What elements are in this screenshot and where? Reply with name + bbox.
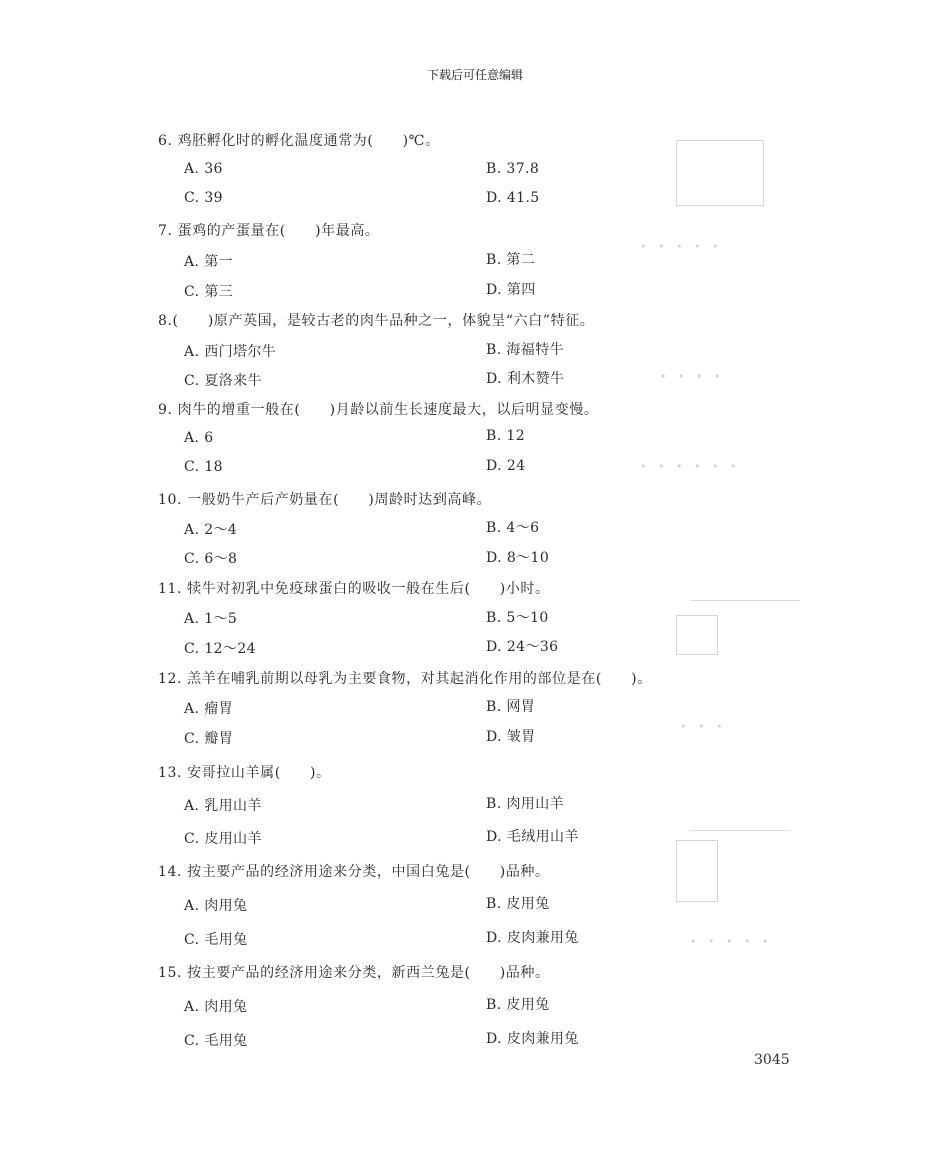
option-c: C. 皮用山羊 bbox=[184, 831, 262, 847]
bleed-through-marks: • • • • • • bbox=[640, 460, 741, 473]
option-c: C. 18 bbox=[184, 459, 223, 475]
option-d: D. 皮肉兼用兔 bbox=[486, 1031, 579, 1047]
bleed-through-marks: • • • • • bbox=[690, 935, 773, 948]
option-b: B. 5～10 bbox=[486, 610, 549, 626]
option-c: C. 12～24 bbox=[184, 641, 256, 657]
option-b: B. 皮用兔 bbox=[486, 997, 550, 1013]
page-header: 下载后可任意编辑 bbox=[426, 68, 523, 82]
option-a: A. 2～4 bbox=[184, 522, 238, 538]
option-a: A. 第一 bbox=[184, 254, 234, 270]
question-stem: 9. 肉牛的增重一般在( )月龄以前生长速度最大，以后明显变慢。 bbox=[158, 402, 599, 418]
option-b: B. 4～6 bbox=[486, 520, 540, 536]
option-a: A. 乳用山羊 bbox=[184, 798, 262, 814]
question-stem: 10. 一般奶牛产后产奶量在( )周龄时达到高峰。 bbox=[158, 492, 492, 508]
option-b: B. 37.8 bbox=[486, 161, 540, 177]
question-stem: 12. 羔羊在哺乳前期以母乳为主要食物，对其起消化作用的部位是在( )。 bbox=[158, 671, 652, 687]
option-a: A. 西门塔尔牛 bbox=[184, 344, 277, 360]
option-b: B. 海福特牛 bbox=[486, 342, 564, 358]
bleed-through-box bbox=[676, 615, 718, 655]
bleed-through-line bbox=[690, 830, 790, 831]
option-c: C. 6～8 bbox=[184, 551, 238, 567]
option-d: D. 皮肉兼用兔 bbox=[486, 930, 579, 946]
option-d: D. 第四 bbox=[486, 282, 536, 298]
option-a: A. 肉用兔 bbox=[184, 999, 248, 1015]
question-stem: 11. 犊牛对初乳中免疫球蛋白的吸收一般在生后( )小时。 bbox=[158, 581, 550, 597]
option-b: B. 12 bbox=[486, 428, 526, 444]
option-b: B. 皮用兔 bbox=[486, 896, 550, 912]
option-c: C. 39 bbox=[184, 190, 223, 206]
option-b: B. 网胃 bbox=[486, 699, 536, 715]
option-d: D. 24～36 bbox=[486, 639, 559, 655]
option-d: D. 毛绒用山羊 bbox=[486, 829, 579, 845]
option-a: A. 6 bbox=[184, 430, 214, 446]
option-d: D. 皱胃 bbox=[486, 729, 536, 745]
option-c: C. 第三 bbox=[184, 284, 234, 300]
option-c: C. 毛用兔 bbox=[184, 932, 248, 948]
bleed-through-marks: • • • • • bbox=[640, 240, 723, 253]
option-c: C. 瓣胃 bbox=[184, 731, 234, 747]
question-stem: 13. 安哥拉山羊属( )。 bbox=[158, 765, 331, 781]
option-d: D. 8～10 bbox=[486, 550, 550, 566]
bleed-through-marks: • • • bbox=[680, 720, 727, 733]
bleed-through-line bbox=[690, 600, 800, 601]
option-a: A. 1～5 bbox=[184, 611, 238, 627]
question-stem: 8.( )原产英国，是较古老的肉牛品种之一，体貌呈“六白”特征。 bbox=[158, 313, 595, 329]
option-d: D. 41.5 bbox=[486, 190, 540, 206]
question-stem: 6. 鸡胚孵化时的孵化温度通常为( )℃。 bbox=[158, 133, 440, 149]
option-a: A. 瘤胃 bbox=[184, 701, 234, 717]
option-b: B. 第二 bbox=[486, 252, 536, 268]
bleed-through-marks: • • • • bbox=[660, 370, 725, 383]
option-a: A. 肉用兔 bbox=[184, 898, 248, 914]
page-number: 3045 bbox=[754, 1052, 790, 1068]
option-c: C. 毛用兔 bbox=[184, 1033, 248, 1049]
question-stem: 15. 按主要产品的经济用途来分类，新西兰兔是( )品种。 bbox=[158, 965, 550, 981]
option-c: C. 夏洛来牛 bbox=[184, 373, 262, 389]
option-a: A. 36 bbox=[184, 161, 223, 177]
question-stem: 14. 按主要产品的经济用途来分类，中国白兔是( )品种。 bbox=[158, 864, 550, 880]
option-b: B. 肉用山羊 bbox=[486, 796, 564, 812]
option-d: D. 24 bbox=[486, 458, 526, 474]
option-d: D. 利木赞牛 bbox=[486, 371, 565, 387]
bleed-through-box bbox=[676, 140, 764, 206]
question-stem: 7. 蛋鸡的产蛋量在( )年最高。 bbox=[158, 223, 380, 239]
bleed-through-box bbox=[676, 840, 718, 902]
